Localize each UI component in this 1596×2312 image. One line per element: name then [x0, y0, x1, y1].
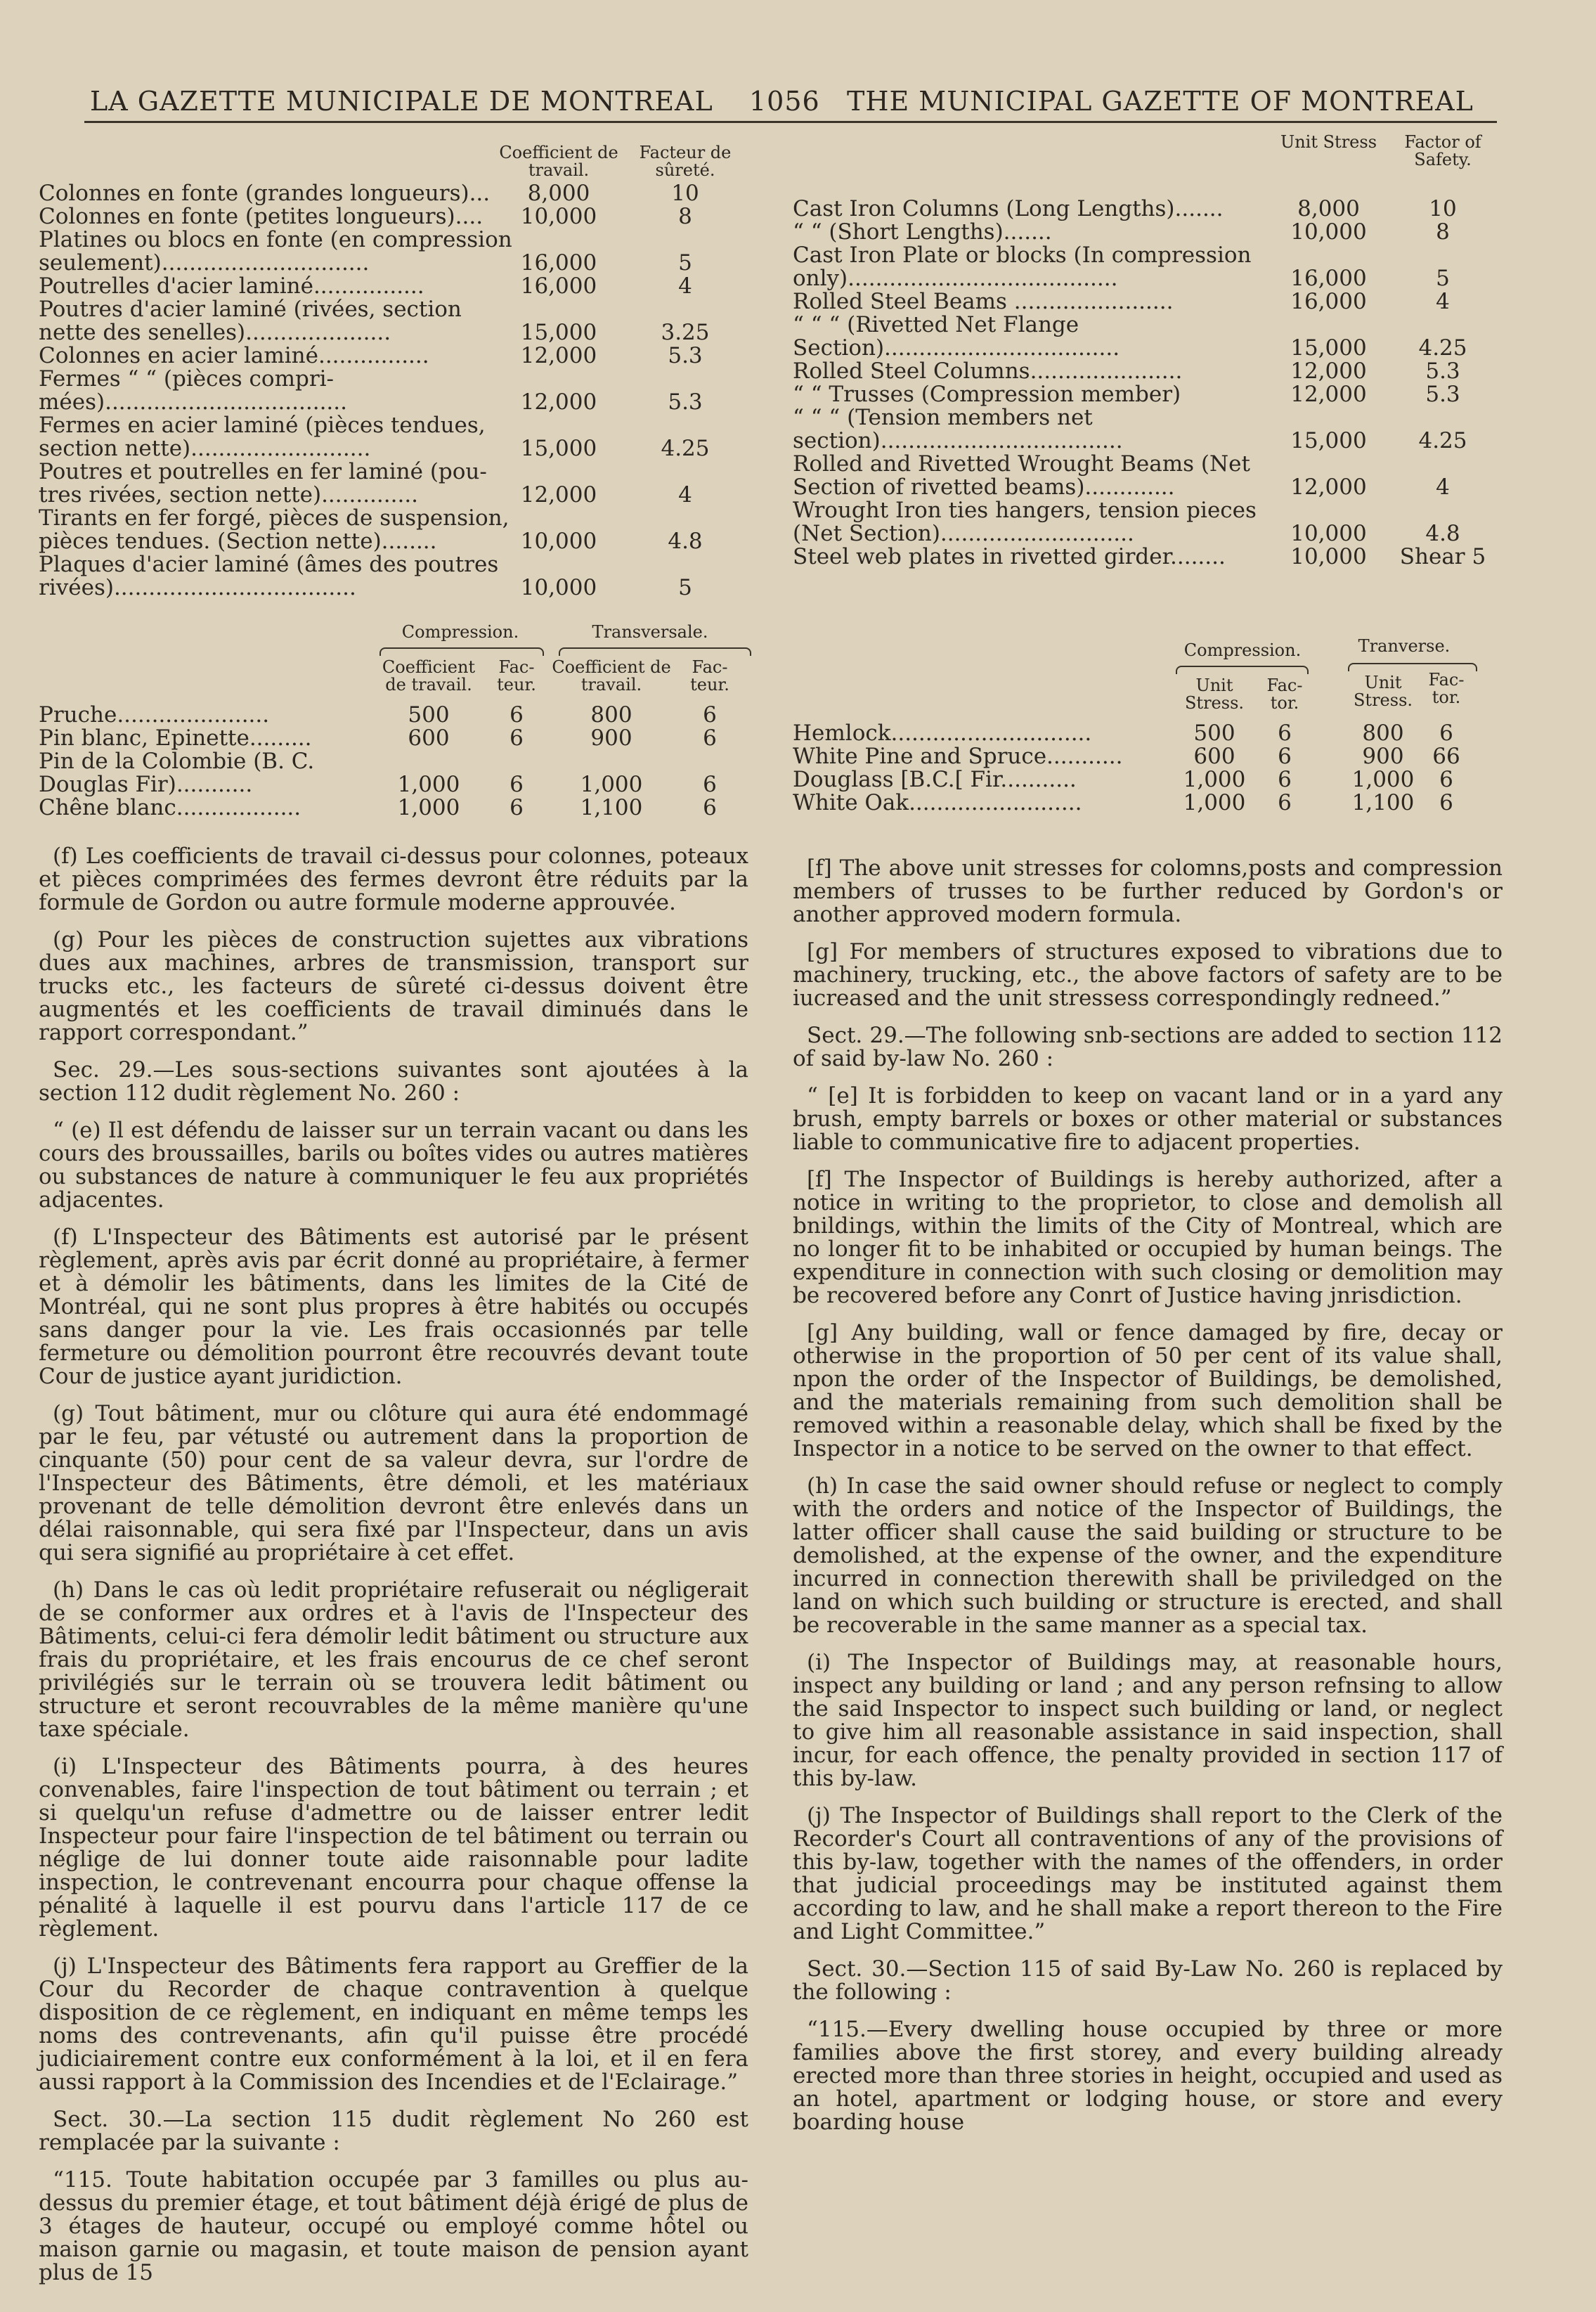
- english-paragraph: [f] The above unit stresses for colomns,posts and compression members of trusses to be further reduced by Gordon's or another approved modern formula.: [793, 855, 1503, 927]
- french-table1-label: tres rivées, section nette)..............: [39, 482, 419, 508]
- french-paragraph: (g) Tout bâtiment, mur ou clôture qui aura été endommagé par le feu, par vétusté ou autrement dans la proportion de cinquante (50) pour cent de sa valeur devra, sur l'ordre de l'Inspecteur des Bâtiments, être démoli, et les matériaux provenant de telle démolition devront être enlevés dans un délai raisonnable, qui sera fixé par l'Inspecteur, dans un avis qui sera signifié au propriétaire à cet effet.: [39, 1401, 748, 1565]
- french-table1-value: 12,000: [520, 343, 597, 368]
- english-table2-cell-b: 6: [1278, 767, 1292, 792]
- french-col-head-coefficient: Coefficient de travail.: [499, 143, 618, 180]
- french-table2-row: [39, 727, 748, 750]
- english-table1-factor: 4: [1436, 289, 1450, 314]
- french-table1-label: Platines ou blocs en fonte (en compression: [39, 227, 512, 252]
- french-subhead-4: Fac- teur.: [690, 657, 729, 695]
- french-paragraph: (j) L'Inspecteur des Bâtiments fera rapport au Greffier de la Cour du Recorder de chaque contravention à quelque disposition de ce règlement, en indiquant en même temps les noms des contrevenants, afin qu'il puisse être procédé judiciairement contre eux conformément à la loi, et il en fera aussi rapport à la Commission des Incendies et de l'Eclairage.”: [39, 1953, 748, 2095]
- french-table2-label: Pruche......................: [39, 702, 270, 728]
- english-table1-factor: 5: [1436, 266, 1450, 291]
- english-table1-row: [793, 522, 1503, 545]
- english-table1-label: Rolled Steel Columns......................: [793, 359, 1183, 384]
- header-rule: [84, 121, 1497, 123]
- french-table2-label: Pin blanc, Epinette.........: [39, 725, 312, 751]
- english-paragraph: [g] Any building, wall or fence damaged by fire, decay or otherwise in the proportion of 50 per cent of its value shall, npon the order of the Inspector of Buildings, be demolished, and the materials remaining from such demolition shall be removed within a reasonable delay, which shall be fixed by the Inspector in a notice to be served on the owner to that effect.: [793, 1320, 1503, 1461]
- english-table1-label: Rolled and Rivetted Wrought Beams (Net: [793, 451, 1250, 477]
- french-table2-cell-c: 900: [590, 725, 632, 751]
- english-table1-label: Cast Iron Plate or blocks (In compression: [793, 243, 1252, 268]
- english-table1-row: [793, 267, 1503, 290]
- french-subhead-2: Fac- teur.: [497, 657, 536, 695]
- french-table2-cell-a: 1,000: [397, 795, 460, 820]
- english-table2-cell-c: 1,100: [1351, 790, 1415, 815]
- french-table1-factor: 4: [678, 482, 692, 508]
- french-table1-row: [39, 507, 748, 530]
- french-table1-label: Poutres d'acier laminé (rivées, section: [39, 297, 462, 322]
- french-table1-label: Fermes “ “ (pièces compri-: [39, 366, 335, 392]
- french-paragraph: (f) L'Inspecteur des Bâtiments est autorisé par le présent règlement, après avis par écrit donné au propriétaire, à fermer et à démolir les bâtiments, dans les limites de la Cité de Montréal, qui ne sont plus propres à être habités ou occupés sans danger pour la vie. Les frais occasionnés par telle fermeture ou démolition pourront être recouvrés devant toute Cour de justice ayant juridiction.: [39, 1225, 748, 1389]
- english-table1: [793, 198, 1503, 569]
- english-table2-header: [793, 632, 1503, 722]
- english-table1-row: [793, 499, 1503, 522]
- english-table2-label: Hemlock.............................: [793, 721, 1092, 746]
- english-table1-label: Steel web plates in rivetted girder........: [793, 544, 1226, 569]
- french-table1-factor: 5.3: [668, 389, 703, 415]
- french-table2-cell-b: 6: [510, 725, 524, 751]
- english-table1-label: “ “ (Short Lengths).......: [793, 219, 1052, 245]
- french-table2-cell-d: 6: [703, 702, 717, 728]
- english-table1-row: [793, 430, 1503, 453]
- french-table1-factor: 8: [678, 204, 692, 229]
- french-table1-label: Colonnes en acier laminé................: [39, 343, 429, 368]
- french-table1-row: [39, 182, 748, 205]
- french-subhead-1: Coefficient de travail.: [382, 657, 476, 695]
- english-table1-value: 10,000: [1290, 544, 1367, 569]
- english-table1-row: [793, 360, 1503, 383]
- french-table1-label: Poutrelles d'acier laminé................: [39, 273, 424, 299]
- english-table2-label: White Pine and Spruce...........: [793, 744, 1123, 769]
- english-table2-cell-c: 800: [1362, 721, 1404, 746]
- english-table1-value: 15,000: [1290, 335, 1367, 361]
- english-table1-factor: 4.25: [1418, 428, 1467, 453]
- english-table1-label: “ “ Trusses (Compression member): [793, 382, 1181, 407]
- english-table1-value: 16,000: [1290, 266, 1367, 291]
- french-table1-label: Poutres et poutrelles en fer laminé (pou-: [39, 459, 487, 484]
- french-table1-label: Fermes en acier laminé (pièces tendues,: [39, 413, 486, 438]
- french-table2-cell-c: 800: [590, 702, 632, 728]
- french-table1-label: section nette)..........................: [39, 436, 371, 461]
- french-paragraph: “ (e) Il est défendu de laisser sur un terrain vacant ou dans les cours des broussailles, barils ou boîtes vides ou autres matières ou substances de nature à communiquer le feu aux propriétés adjacentes.: [39, 1118, 748, 1213]
- english-table2-row: [793, 745, 1503, 768]
- english-table1-factor: 5.3: [1425, 359, 1460, 384]
- french-table1-label: nette des senelles).....................: [39, 320, 391, 345]
- english-table2-row: [793, 768, 1503, 792]
- french-table1-row: [39, 298, 748, 321]
- english-table1-value: 16,000: [1290, 289, 1367, 314]
- english-table1-header: [793, 134, 1503, 172]
- english-text: [793, 857, 1503, 2134]
- english-table2-cell-b: 6: [1278, 744, 1292, 769]
- french-table1-factor: 5: [678, 250, 692, 276]
- english-subhead-1: Unit Stress.: [1184, 676, 1245, 713]
- english-table2-cell-a: 1,000: [1183, 767, 1246, 792]
- english-col-head-factor: Factor of Safety.: [1404, 132, 1481, 169]
- french-table1-label: Colonnes en fonte (grandes longueurs)...: [39, 181, 491, 206]
- french-paragraph: (i) L'Inspecteur des Bâtiments pourra, à des heures convenables, faire l'inspection de tout bâtiment ou terrain ; et si quelqu'un refuse d'admettre ou de laisser entrer ledit Inspecteur pour faire l'inspection de tel bâtiment ou terrain ou néglige de lui donner toute aide raisonnable pour ladite inspection, le contrevenant encourra pour chaque offense la pénalité à laquelle il est pourvu dans l'article 117 de ce règlement.: [39, 1754, 748, 1942]
- english-table1-row: [793, 244, 1503, 267]
- french-table2-row: [39, 704, 748, 727]
- french-table1-row: [39, 460, 748, 484]
- french-table1-value: 10,000: [520, 575, 597, 600]
- english-table1-label: “ “ “ (Rivetted Net Flange: [793, 312, 1079, 337]
- french-table1-header: [39, 144, 748, 182]
- english-paragraph: Sect. 30.—Section 115 of said By-Law No. 260 is replaced by the following :: [793, 1956, 1503, 2005]
- english-table2-cell-a: 1,000: [1183, 790, 1246, 815]
- french-table1-row: [39, 252, 748, 275]
- english-table1-factor: 10: [1429, 196, 1457, 221]
- french-table1-value: 10,000: [520, 529, 597, 554]
- french-table2-cell-a: 600: [408, 725, 450, 751]
- french-table1-row: [39, 414, 748, 437]
- english-table2-cell-a: 600: [1193, 744, 1235, 769]
- english-table2-cell-c: 1,000: [1351, 767, 1415, 792]
- french-table2-label: Chêne blanc..................: [39, 795, 301, 820]
- english-table1-label: only).......................................: [793, 266, 1118, 291]
- french-table2-cell-c: 1,100: [580, 795, 643, 820]
- french-table2-cell-d: 6: [703, 795, 717, 820]
- french-table2-cell-a: 500: [408, 702, 450, 728]
- french-table1-label: Colonnes en fonte (petites longueurs)....: [39, 204, 484, 229]
- english-table1-label: Wrought Iron ties hangers, tension pieces: [793, 498, 1257, 523]
- french-table1-row: [39, 228, 748, 252]
- english-table2-cell-b: 6: [1278, 721, 1292, 746]
- english-paragraph: (i) The Inspector of Buildings may, at reasonable hours, inspect any building or land ; and any person refnsing to allow the said Inspector to inspect such building or land, or neglect to give him all reasonable assistance in said inspection, shall incur, for each offence, the penalty provided in section 117 of this by-law.: [793, 1650, 1503, 1791]
- english-table1-value: 10,000: [1290, 521, 1367, 546]
- english-table1-value: 8,000: [1297, 196, 1360, 221]
- french-group-compression: Compression.: [401, 622, 519, 642]
- french-table1-label: mées)...................................: [39, 389, 347, 415]
- french-brace-compression: [379, 647, 544, 656]
- french-subhead-3: Coefficient de travail.: [552, 657, 671, 695]
- english-paragraph: (h) In case the said owner should refuse or neglect to comply with the orders and notice of the Inspector of Buildings, the latter officer shall cause the said building or structure to be demolished, at the expense of the owner, and the expenditure incurred in connection therewith shall be priviledged on the land on which such building or structure is erected, and shall be recoverable in the same manner as a special tax.: [793, 1473, 1503, 1638]
- french-table1-label: seulement)..............................: [39, 250, 370, 276]
- english-paragraph: (j) The Inspector of Buildings shall report to the Clerk of the Recorder's Court all contraventions of any of the provisions of this by-law, together with the names of the offenders, in order that judicial proceedings may be instituted against them according to law, and he shall make a report thereon to the Fire and Light Committee.”: [793, 1803, 1503, 1944]
- french-table2-cell-d: 6: [703, 725, 717, 751]
- french-table1-row: [39, 484, 748, 507]
- english-table2-cell-c: 900: [1362, 744, 1404, 769]
- french-table1-factor: 4.8: [668, 529, 703, 554]
- english-subhead-2: Fac- tor.: [1266, 676, 1303, 713]
- english-table2-cell-a: 500: [1193, 721, 1235, 746]
- english-table1-row: [793, 290, 1503, 314]
- english-table1-factor: Shear 5: [1399, 544, 1486, 569]
- english-table2-cell-d: 66: [1432, 744, 1460, 769]
- english-column: [793, 132, 1503, 2148]
- french-table1-value: 10,000: [520, 204, 597, 229]
- english-table1-row: [793, 337, 1503, 360]
- french-table1-value: 15,000: [520, 320, 597, 345]
- english-table1-factor: 4.8: [1425, 521, 1460, 546]
- english-table1-value: 12,000: [1290, 382, 1367, 407]
- french-table2: [39, 704, 748, 820]
- french-paragraph: (h) Dans le cas où ledit propriétaire refuserait ou négligerait de se conformer aux ordres et à l'avis de l'Inspecteur des Bâtiments, celui-ci fera démolir ledit bâtiment ou structure aux frais du propriétaire, et les frais encourus de ce chef seront privilégiés sur le terrain où se trouvera ledit bâtiment ou structure et seront recouvrables de la même manière qu'une taxe spéciale.: [39, 1577, 748, 1742]
- english-subhead-4: Fac- tor.: [1428, 670, 1465, 707]
- english-table1-row: [793, 476, 1503, 499]
- french-brace-transversale: [559, 647, 751, 656]
- english-table1-row: [793, 314, 1503, 337]
- french-table2-row: [39, 750, 748, 773]
- french-text: [39, 845, 748, 2285]
- english-table2-label: White Oak.........................: [793, 790, 1082, 815]
- page-header: [84, 76, 1497, 125]
- english-table1-label: Section)..................................: [793, 335, 1120, 361]
- header-title-english: THE MUNICIPAL GAZETTE OF MONTREAL: [847, 86, 1474, 117]
- english-subhead-3: Unit Stress.: [1353, 673, 1413, 710]
- french-table1-row: [39, 275, 748, 298]
- french-table1-value: 12,000: [520, 482, 597, 508]
- header-title-french: LA GAZETTE MUNICIPALE DE MONTREAL: [90, 86, 713, 117]
- english-col-head-unit-stress: Unit Stress: [1280, 132, 1377, 152]
- french-paragraph: (g) Pour les pièces de construction sujettes aux vibrations dues aux machines, arbres de transmission, transport sur trucks etc., les facteurs de sûreté ci-dessus doivent être augmentés et les coefficients de travail diminués dans le rapport correspondant.”: [39, 927, 748, 1045]
- english-paragraph: Sect. 29.—The following snb-sections are added to section 112 of said by-law No. 260 :: [793, 1023, 1503, 1071]
- french-table2-label: Douglas Fir)...........: [39, 772, 253, 797]
- english-table1-value: 10,000: [1290, 219, 1367, 245]
- french-table2-row: [39, 796, 748, 820]
- english-table2-row: [793, 792, 1503, 815]
- french-table2-cell-d: 6: [703, 772, 717, 797]
- french-table1-row: [39, 368, 748, 391]
- english-table1-value: 12,000: [1290, 359, 1367, 384]
- english-table1-factor: 4.25: [1418, 335, 1467, 361]
- french-paragraph: (f) Les coefficients de travail ci-dessus pour colonnes, poteaux et pièces comprimées des fermes devront être réduits par la formule de Gordon ou autre formule moderne approuvée.: [39, 844, 748, 915]
- english-table2-cell-d: 6: [1439, 790, 1453, 815]
- french-table1-label: rivées)...................................: [39, 575, 356, 600]
- english-table2-row: [793, 722, 1503, 745]
- english-table2: [793, 722, 1503, 815]
- french-table1-row: [39, 344, 748, 368]
- french-table2-label: Pin de la Colombie (B. C.: [39, 749, 315, 774]
- french-table2-cell-c: 1,000: [580, 772, 643, 797]
- french-table1-factor: 5: [678, 575, 692, 600]
- french-table1-value: 8,000: [527, 181, 590, 206]
- french-table1-label: pièces tendues. (Section nette)........: [39, 529, 437, 554]
- english-table1-row: [793, 545, 1503, 569]
- french-paragraph: “115. Toute habitation occupée par 3 familles ou plus au-dessus du premier étage, et tout bâtiment déjà érigé de plus de 3 étages de hauteur, occupé ou employé comme hôtel ou maison garnie ou magasin, et toute maison de pension ayant plus de 15: [39, 2167, 748, 2285]
- english-paragraph: [g] For members of structures exposed to vibrations due to machinery, trucking, etc., the above factors of safety are to be iucreased and the unit stressess correspondingly redneed.”: [793, 939, 1503, 1011]
- french-table1-label: Tirants en fer forgé, pièces de suspension,: [39, 505, 510, 531]
- english-group-compression: Compression.: [1183, 640, 1302, 660]
- french-table1-row: [39, 530, 748, 553]
- english-paragraph: “115.—Every dwelling house occupied by three or more families above the first storey, and every building already erected more than three stories in height, occupied and used as an hotel, apartment or lodging house, or store and every boarding house: [793, 2017, 1503, 2135]
- english-paragraph: [f] The Inspector of Buildings is hereby authorized, after a notice in writing to the proprietor, to close and demolish all bnildings, within the limits of the City of Montreal, which are no longer fit to be inhabited or occupied by human beings. The expenditure in connection with such closing or demolition may be recovered before any Conrt of Justice having jnrisdiction.: [793, 1167, 1503, 1308]
- french-table1-factor: 4.25: [661, 436, 710, 461]
- english-table2-cell-d: 6: [1439, 721, 1453, 746]
- french-table1-row: [39, 321, 748, 344]
- french-table1-value: 12,000: [520, 389, 597, 415]
- english-table1-label: Section of rivetted beams).............: [793, 474, 1175, 500]
- french-table1-row: [39, 576, 748, 600]
- french-table1-label: Plaques d'acier laminé (âmes des poutres: [39, 552, 499, 577]
- english-table2-cell-d: 6: [1439, 767, 1453, 792]
- french-paragraph: Sec. 29.—Les sous-sections suivantes sont ajoutées à la section 112 dudit règlement No. 260 :: [39, 1057, 748, 1106]
- english-table1-row: [793, 453, 1503, 476]
- french-table2-row: [39, 773, 748, 796]
- french-table2-cell-b: 6: [510, 795, 524, 820]
- french-table2-header: [39, 614, 748, 704]
- english-table1-factor: 5.3: [1425, 382, 1460, 407]
- french-table1: [39, 182, 748, 600]
- french-table1-factor: 5.3: [668, 343, 703, 368]
- french-table2-cell-b: 6: [510, 772, 524, 797]
- english-table1-row: [793, 198, 1503, 221]
- french-col-head-facteur: Facteur de sûreté.: [639, 143, 732, 180]
- english-table2-cell-b: 6: [1278, 790, 1292, 815]
- english-table1-label: “ “ “ (Tension members net: [793, 405, 1093, 430]
- page-number: 1056: [749, 86, 820, 117]
- french-table1-value: 16,000: [520, 250, 597, 276]
- french-table1-row: [39, 437, 748, 460]
- english-table1-factor: 8: [1436, 219, 1450, 245]
- french-table1-factor: 4: [678, 273, 692, 299]
- english-table1-label: (Net Section)............................: [793, 521, 1134, 546]
- french-table1-value: 15,000: [520, 436, 597, 461]
- french-table2-cell-b: 6: [510, 702, 524, 728]
- french-table1-value: 16,000: [520, 273, 597, 299]
- french-table1-row: [39, 391, 748, 414]
- french-paragraph: Sect. 30.—La section 115 dudit règlement No 260 est remplacée par la suivante :: [39, 2107, 748, 2155]
- french-table2-cell-a: 1,000: [397, 772, 460, 797]
- french-table1-row: [39, 553, 748, 576]
- french-column: [39, 144, 748, 2299]
- english-table1-row: [793, 383, 1503, 406]
- french-table1-row: [39, 205, 748, 228]
- french-table1-factor: 3.25: [661, 320, 710, 345]
- english-table1-value: 12,000: [1290, 474, 1367, 500]
- english-table1-factor: 4: [1436, 474, 1450, 500]
- english-table2-label: Douglass [B.C.[ Fir...........: [793, 767, 1077, 792]
- english-table1-row: [793, 406, 1503, 430]
- english-table1-label: Cast Iron Columns (Long Lengths).......: [793, 196, 1224, 221]
- french-table1-factor: 10: [671, 181, 699, 206]
- english-table1-value: 15,000: [1290, 428, 1367, 453]
- french-group-transversale: Transversale.: [592, 622, 708, 642]
- english-table1-label: Rolled Steel Beams .......................: [793, 289, 1174, 314]
- english-group-transverse: Tranverse.: [1358, 636, 1451, 656]
- english-table1-label: section)...................................: [793, 428, 1123, 453]
- english-table1-row: [793, 221, 1503, 244]
- english-brace-compression: [1176, 666, 1309, 674]
- english-paragraph: “ [e] It is forbidden to keep on vacant land or in a yard any brush, empty barrels or boxes or other material or substances liable to communicative fire to adjacent properties.: [793, 1083, 1503, 1155]
